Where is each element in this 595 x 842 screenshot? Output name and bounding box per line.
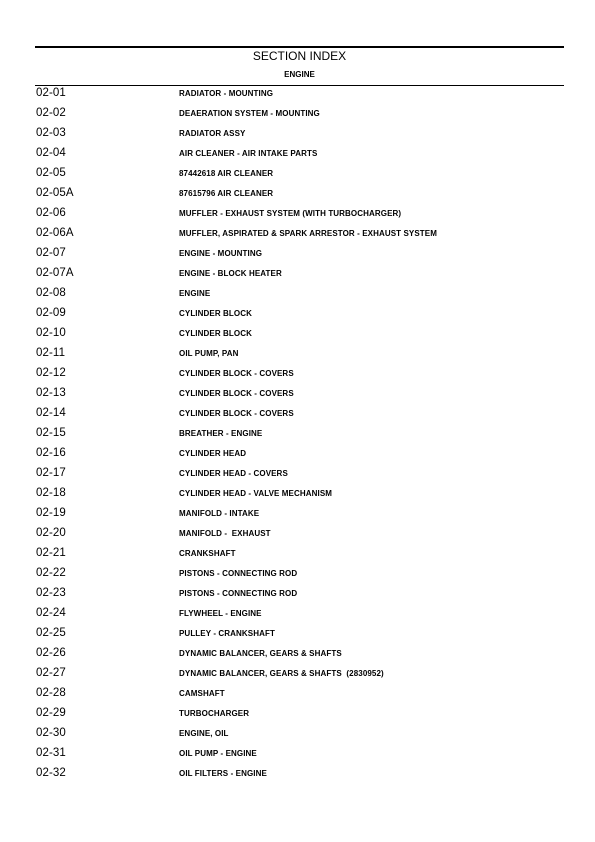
index-row <box>0 646 595 666</box>
index-row <box>0 546 595 566</box>
index-row <box>0 146 595 166</box>
section-description: OIL PUMP - ENGINE <box>179 749 257 758</box>
section-code: 02-07 <box>36 247 66 259</box>
section-description: CYLINDER HEAD - VALVE MECHANISM <box>179 489 333 498</box>
section-code: 02-09 <box>36 307 66 319</box>
index-row <box>0 346 595 366</box>
index-row <box>0 106 595 126</box>
index-row <box>0 166 595 186</box>
section-code: 02-08 <box>36 287 66 299</box>
section-code: 02-32 <box>36 767 66 779</box>
section-code: 02-13 <box>36 387 66 399</box>
section-description: MANIFOLD - INTAKE <box>179 509 260 518</box>
index-row <box>0 386 595 406</box>
section-description: ENGINE, OIL <box>179 729 229 738</box>
section-description: CYLINDER BLOCK <box>179 309 252 318</box>
index-list <box>0 86 595 786</box>
section-description: CRANKSHAFT <box>179 549 236 558</box>
index-row <box>0 626 595 646</box>
section-description: DYNAMIC BALANCER, GEARS & SHAFTS <box>179 649 342 658</box>
section-description: OIL FILTERS - ENGINE <box>179 769 267 778</box>
section-code: 02-20 <box>36 527 66 539</box>
section-description: 87442618 AIR CLEANER <box>179 169 274 178</box>
section-description: PISTONS - CONNECTING ROD <box>179 569 298 578</box>
section-description: MANIFOLD - EXHAUST <box>179 529 271 538</box>
section-code: 02-15 <box>36 427 66 439</box>
section-code: 02-26 <box>36 647 66 659</box>
index-row <box>0 706 595 726</box>
section-code: 02-30 <box>36 727 66 739</box>
section-code: 02-25 <box>36 627 66 639</box>
section-code: 02-05A <box>36 187 74 199</box>
section-description: OIL PUMP, PAN <box>179 349 239 358</box>
index-row <box>0 486 595 506</box>
section-code: 02-07A <box>36 267 74 279</box>
section-code: 02-06 <box>36 207 66 219</box>
section-code: 02-18 <box>36 487 66 499</box>
index-row <box>0 566 595 586</box>
section-description: MUFFLER, ASPIRATED & SPARK ARRESTOR - EXHAUST SYSTEM <box>179 229 437 238</box>
index-row <box>0 126 595 146</box>
section-code: 02-06A <box>36 227 74 239</box>
section-title: SECTION INDEX <box>252 49 347 63</box>
section-code: 02-31 <box>36 747 66 759</box>
section-description: RADIATOR ASSY <box>179 129 246 138</box>
section-code: 02-01 <box>36 87 66 99</box>
section-description: CYLINDER BLOCK - COVERS <box>179 389 294 398</box>
index-row <box>0 286 595 306</box>
section-description: TURBOCHARGER <box>179 709 250 718</box>
index-row <box>0 206 595 226</box>
section-description: PULLEY - CRANKSHAFT <box>179 629 275 638</box>
index-row <box>0 466 595 486</box>
section-subtitle: ENGINE <box>284 70 315 79</box>
section-code: 02-28 <box>36 687 66 699</box>
index-row <box>0 526 595 546</box>
index-row <box>0 606 595 626</box>
section-code: 02-17 <box>36 467 66 479</box>
index-row <box>0 446 595 466</box>
index-row <box>0 306 595 326</box>
section-description: CYLINDER BLOCK <box>179 329 252 338</box>
index-row <box>0 426 595 446</box>
index-row <box>0 586 595 606</box>
index-row <box>0 726 595 746</box>
section-code: 02-05 <box>36 167 66 179</box>
section-code: 02-10 <box>36 327 66 339</box>
index-row <box>0 186 595 206</box>
section-description: BREATHER - ENGINE <box>179 429 263 438</box>
section-code: 02-29 <box>36 707 66 719</box>
section-description: FLYWHEEL - ENGINE <box>179 609 262 618</box>
section-description: PISTONS - CONNECTING ROD <box>179 589 298 598</box>
section-code: 02-03 <box>36 127 66 139</box>
section-code: 02-22 <box>36 567 66 579</box>
section-description: CYLINDER HEAD <box>179 449 247 458</box>
index-row <box>0 246 595 266</box>
section-description: AIR CLEANER - AIR INTAKE PARTS <box>179 149 318 158</box>
section-description: RADIATOR - MOUNTING <box>179 89 274 98</box>
section-code: 02-24 <box>36 607 66 619</box>
index-row <box>0 686 595 706</box>
section-code: 02-21 <box>36 547 66 559</box>
section-description: ENGINE - MOUNTING <box>179 249 263 258</box>
index-row <box>0 226 595 246</box>
section-description: MUFFLER - EXHAUST SYSTEM (WITH TURBOCHARGER) <box>179 209 402 218</box>
section-description: 87615796 AIR CLEANER <box>179 189 274 198</box>
section-description: CYLINDER BLOCK - COVERS <box>179 369 294 378</box>
index-row <box>0 326 595 346</box>
index-row <box>0 746 595 766</box>
section-description: CAMSHAFT <box>179 689 225 698</box>
section-description: ENGINE - BLOCK HEATER <box>179 269 282 278</box>
section-code: 02-16 <box>36 447 66 459</box>
section-description: DEAERATION SYSTEM - MOUNTING <box>179 109 320 118</box>
section-code: 02-11 <box>36 347 66 359</box>
section-code: 02-12 <box>36 367 66 379</box>
section-description: CYLINDER HEAD - COVERS <box>179 469 288 478</box>
section-code: 02-02 <box>36 107 66 119</box>
section-description: DYNAMIC BALANCER, GEARS & SHAFTS (2830952) <box>179 669 384 678</box>
section-description: CYLINDER BLOCK - COVERS <box>179 409 294 418</box>
section-code: 02-04 <box>36 147 66 159</box>
index-row <box>0 266 595 286</box>
index-row <box>0 86 595 106</box>
section-code: 02-14 <box>36 407 66 419</box>
index-row <box>0 766 595 786</box>
section-description: ENGINE <box>179 289 211 298</box>
section-code: 02-23 <box>36 587 66 599</box>
section-code: 02-19 <box>36 507 66 519</box>
index-row <box>0 366 595 386</box>
index-row <box>0 406 595 426</box>
section-code: 02-27 <box>36 667 66 679</box>
index-row <box>0 666 595 686</box>
index-row <box>0 506 595 526</box>
